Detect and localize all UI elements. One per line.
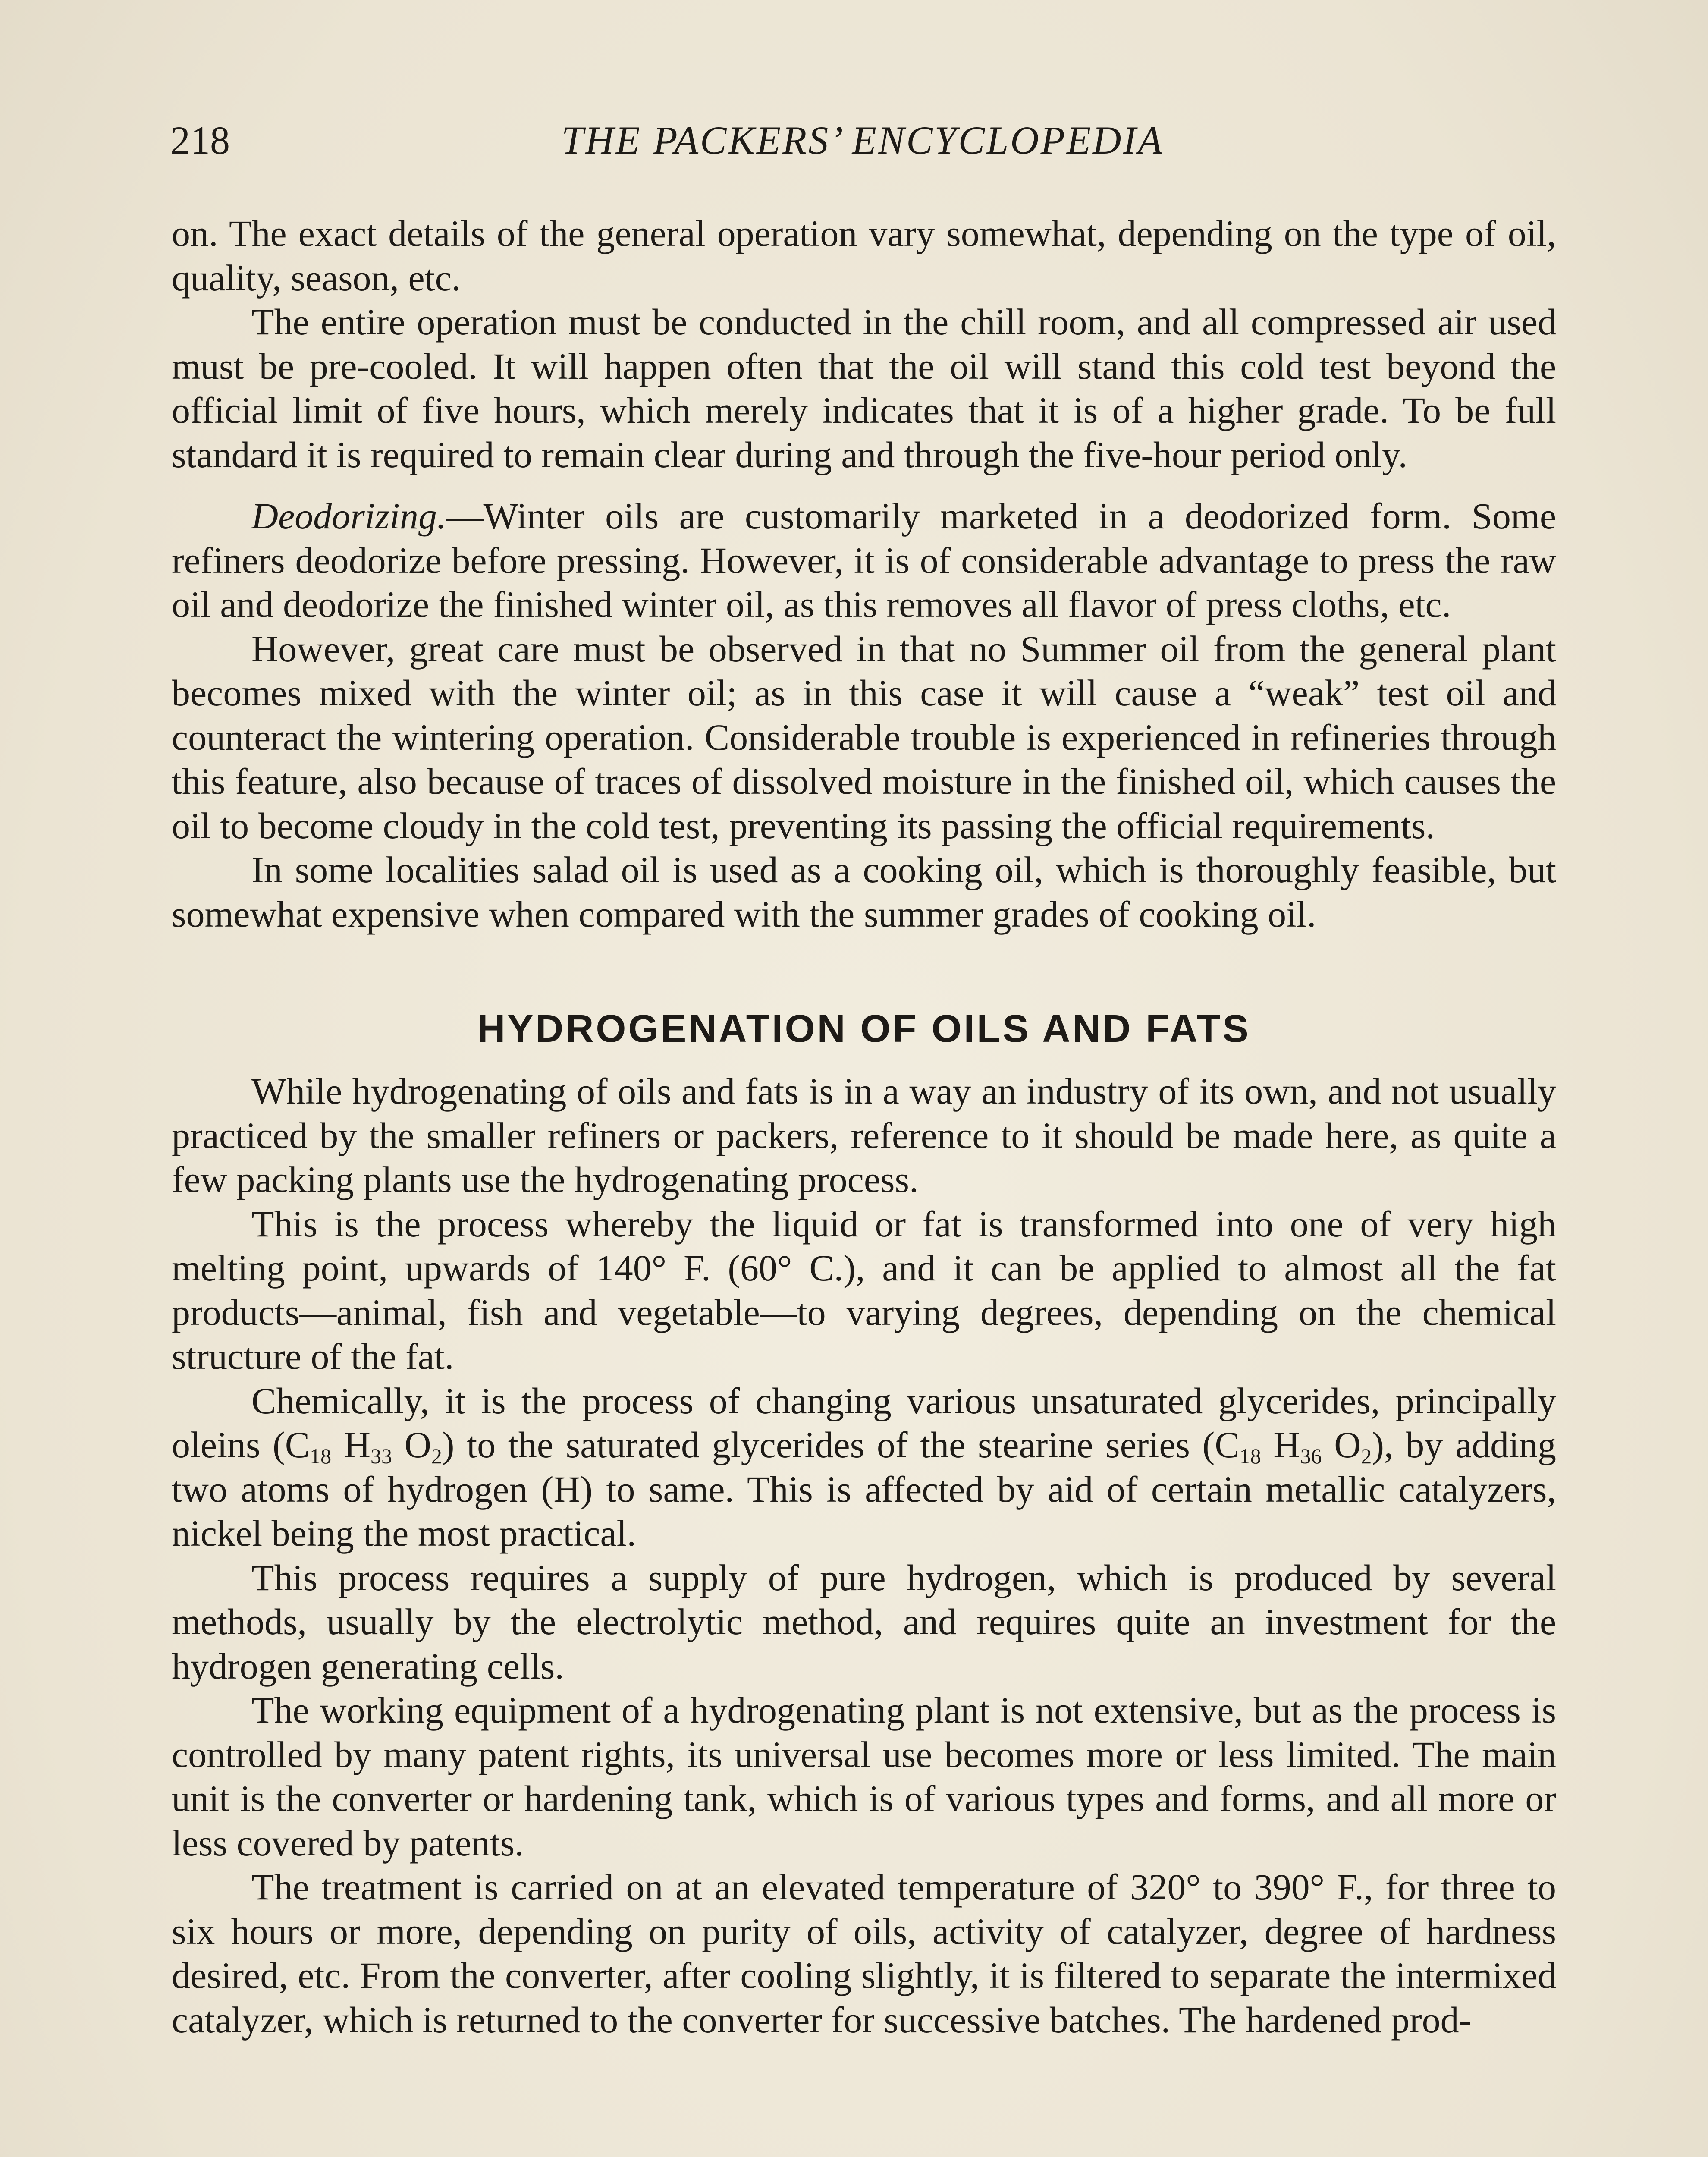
paragraph: The treatment is carried on at an elevated temperature of 320° to 390° F., for three to six hours or more, depending on purity of oils, activity of catalyzer, degree of hardness desired, etc. From the converter, after cooling slightly, it is filtered to separate the intermixed catalyzer, which is returned to the converter for successive batches. The hardened prod- — [172, 1866, 1556, 2041]
text-run: ) to the saturated glycerides of the stearine series (C — [442, 1424, 1240, 1465]
subscript: 36 — [1300, 1444, 1322, 1468]
subscript: 18 — [1239, 1444, 1261, 1468]
subscript: 18 — [310, 1444, 332, 1468]
paragraph-text: —Winter oils are customarily marketed in a deodorized form. Some refiners deodorize before pressing. However, it is of considerable advantage to press the raw oil and deodorize the finished winter oil, as this removes all flavor of press cloths, etc. — [172, 495, 1556, 625]
subscript: 33 — [370, 1444, 392, 1468]
text-run: O — [392, 1424, 431, 1465]
text-run: O — [1322, 1424, 1361, 1465]
page-number: 218 — [170, 118, 230, 162]
paragraph: However, great care must be observed in that no Summer oil from the general plant becomes mixed with the winter oil; as in this case it will cause a “weak” test oil and counteract the wintering operation. Considerable trouble is experienced in refineries through this feature, also because of traces of dissolved moisture in the finished oil, which causes the oil to become cloudy in the cold test, preventing its passing the official requirements. — [172, 628, 1556, 846]
paragraph-deodorizing — [172, 494, 1556, 627]
running-head: THE PACKERS’ ENCYCLOPEDIA — [561, 118, 1164, 162]
text-run: H — [331, 1424, 370, 1465]
body-text — [172, 211, 1556, 2042]
text-run: ), by adding two atoms of hydrogen (H) to same. This is affected by aid of certain metallic catalyzers, nickel being the most practical. — [172, 1424, 1557, 1554]
section-heading: HYDROGENATION OF OILS AND FATS — [477, 1007, 1251, 1050]
paragraph: In some localities salad oil is used as a cooking oil, which is thoroughly feasible, but somewhat expensive when compared with the summer grades of cooking oil. — [172, 849, 1556, 935]
page-header — [170, 116, 1555, 164]
paragraph: While hydrogenating of oils and fats is in a way an industry of its own, and not usually practiced by the smaller refiners or packers, reference to it should be made here, as quite a few packing plants use the hydrogenating process. — [172, 1070, 1556, 1200]
paragraph: on. The exact details of the general operation vary somewhat, depending on the type of oil, quality, season, etc. — [172, 213, 1556, 299]
paragraph: The entire operation must be conducted in the chill room, and all compressed air used must be pre-cooled. It will happen often that the oil will stand this cold test beyond the official limit of five hours, which merely indicates that it is of a higher grade. To be full standard it is required to remain clear during and through the five-hour period only. — [172, 301, 1556, 475]
text-run: Chemically, it is the process of changing various unsaturated glycerides, principally oleins (C — [172, 1380, 1556, 1465]
text-run: H — [1261, 1424, 1300, 1465]
paragraph: The working equipment of a hydrogenating plant is not extensive, but as the process is controlled by many patent rights, its universal use becomes more or less limited. The main unit is the converter or hardening tank, which is of various types and forms, and all more or less covered by patents. — [172, 1689, 1556, 1864]
paragraph: This is the process whereby the liquid or fat is transformed into one of very high melting point, upwards of 140° F. (60° C.), and it can be applied to almost all the fat products—animal, fish and vegetable—to varying degrees, depending on the chemical structure of the fat. — [172, 1203, 1556, 1377]
run-in-heading: Deodorizing. — [251, 495, 446, 537]
paragraph-chemistry — [172, 1379, 1556, 1556]
paragraph: This process requires a supply of pure hydrogen, which is produced by several methods, usually by the electrolytic method, and requires quite an investment for the hydrogen generating cells. — [172, 1556, 1556, 1687]
subscript: 2 — [1361, 1444, 1372, 1468]
subscript: 2 — [431, 1444, 442, 1468]
